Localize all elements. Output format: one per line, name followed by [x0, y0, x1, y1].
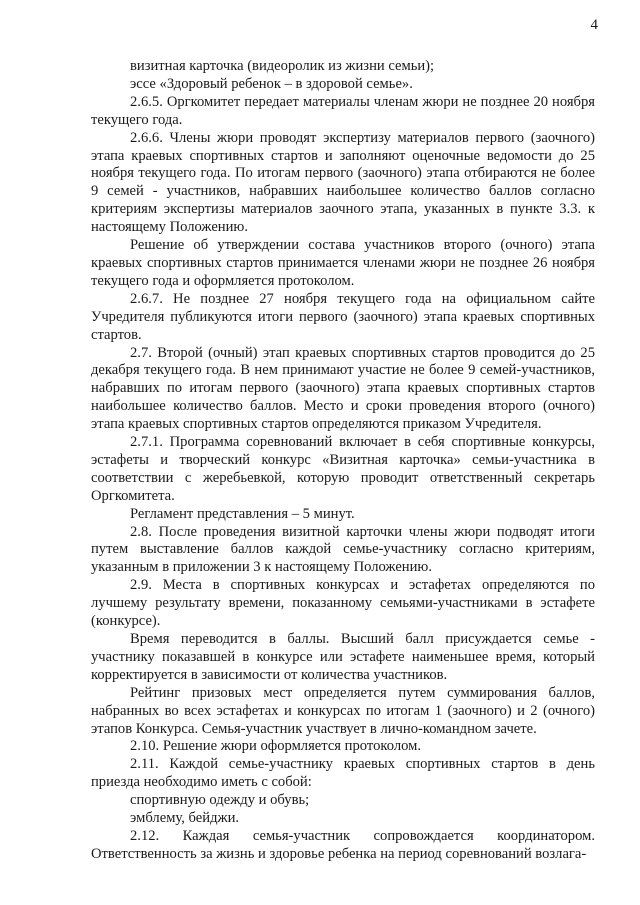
document-body: [91, 58, 595, 864]
paragraph: 2.12. Каждая семья-участник сопровождается координатором. Ответственность за жизнь и здоровье ребенка на период соревнований возлага-: [91, 827, 595, 862]
paragraph: спортивную одежду и обувь;: [130, 792, 310, 809]
paragraph: эмблему, бейджи.: [130, 810, 240, 827]
paragraph: 2.8. После проведения визитной карточки члены жюри подводят итоги путем выставление баллов каждой семье-участнику согласно критериям, указанным в приложении 3 к настоящему Положению.: [91, 523, 595, 576]
paragraph: эссе «Здоровый ребенок – в здоровой семье».: [130, 75, 413, 92]
paragraph: 2.7. Второй (очный) этап краевых спортивных стартов проводится до 25 декабря текущего года. В нем принимают участие не более 9 семей-участников, набравших по итогам первого (заочного) этапа краевых спортивных стартов наибольшее количество баллов. Место и сроки проведения второго (очного) этапа краевых спортивных стартов определяются приказом Учредителя.: [91, 344, 595, 433]
paragraph: Регламент представления – 5 минут.: [130, 505, 355, 522]
paragraph: 2.7.1. Программа соревнований включает в себя спортивные конкурсы, эстафеты и творческий конкурс «Визитная карточка» семьи-участника в соответствии с жеребьевкой, которую проводит ответственный секретарь Оргкомитета.: [91, 434, 595, 504]
paragraph: Рейтинг призовых мест определяется путем суммирования баллов, набранных во всех эстафетах и конкурсах по итогам 1 (заочного) и 2 (очного) этапов Конкурса. Семья-участник участвует в лично-командном зачете.: [91, 684, 595, 737]
paragraph: 2.11. Каждой семье-участнику краевых спортивных стартов в день приезда необходимо иметь с собой:: [91, 756, 595, 791]
paragraph: 2.6.5. Оргкомитет передает материалы членам жюри не позднее 20 ноября текущего года.: [91, 93, 595, 128]
paragraph: 2.6.6. Члены жюри проводят экспертизу материалов первого (заочного) этапа краевых спортивных стартов и заполняют оценочные ведомости до 25 ноября текущего года. По итогам первого (заочного) этапа отбираются не более 9 семей - участников, набравших наибольшее количество баллов согласно критериям экспертизы материалов заочного этапа, указанных в пункте 3.3. к настоящему Положению.: [91, 129, 595, 236]
paragraph: 2.10. Решение жюри оформляется протоколом.: [130, 738, 421, 755]
paragraph: Решение об утверждении состава участников второго (очного) этапа краевых спортивных стартов принимается членами жюри не позднее 26 ноября текущего года и оформляется протоколом.: [91, 237, 595, 289]
page-number: 4: [590, 17, 598, 33]
paragraph: визитная карточка (видеоролик из жизни семьи);: [130, 58, 435, 74]
paragraph: Время переводится в баллы. Высший балл присуждается семье - участнику показавшей в конкурсе или эстафете наименьшее время, который корректируется в зависимости от количества участников.: [91, 631, 595, 683]
paragraph: 2.6.7. Не позднее 27 ноября текущего года на официальном сайте Учредителя публикуются итоги первого (заочного) этапа краевых спортивных стартов.: [91, 290, 595, 343]
paragraph: 2.9. Места в спортивных конкурсах и эстафетах определяются по лучшему результату времени, показанному семьями-участниками в эстафете (конкурсе).: [91, 577, 595, 630]
